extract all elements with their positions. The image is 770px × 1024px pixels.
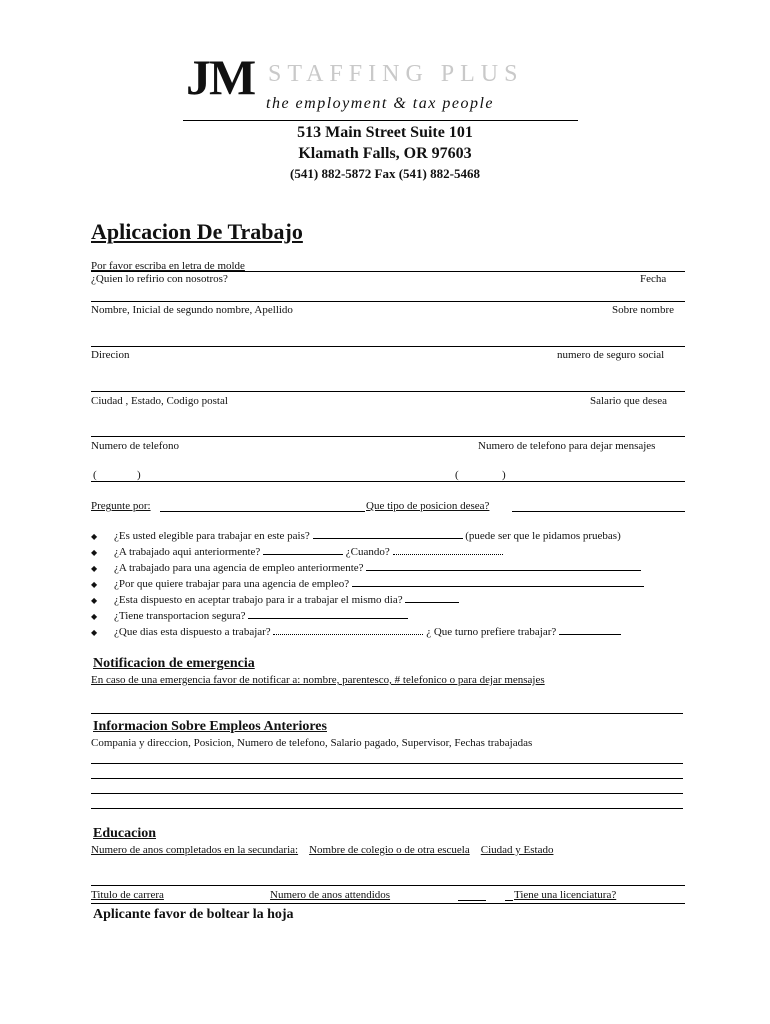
label-position-desired: Que tipo de posicion desea? (366, 500, 490, 512)
message-phone-area-open: ( (455, 469, 459, 481)
address-line-1: 513 Main Street Suite 101 (297, 124, 473, 141)
form-title: Aplicacion De Trabajo (91, 219, 303, 244)
label-name: Nombre, Inicial de segundo nombre, Apellido (91, 304, 293, 316)
label-ssn: numero de seguro social (557, 349, 665, 361)
question-transport (114, 609, 408, 622)
question-when-text: ¿Cuando? (345, 546, 390, 558)
header-rule (183, 120, 578, 121)
line-education-1[interactable] (91, 885, 685, 886)
print-note: Por favor escriba en letra de molde (91, 260, 245, 272)
line-phone[interactable] (91, 481, 685, 482)
question-days-text: ¿Que dias esta dispuesto a trabajar? (114, 626, 271, 638)
bullet-icon: ◆ (91, 580, 98, 589)
line-employment-1[interactable] (91, 763, 683, 764)
bullet-icon: ◆ (91, 548, 98, 557)
line-position[interactable] (512, 511, 685, 512)
line-ask-for[interactable] (160, 511, 365, 512)
question-transport-text: ¿Tiene transportacion segura? (114, 610, 246, 622)
label-has-license: Tiene una licenciatura? (514, 889, 617, 901)
answer-worked-here-line[interactable] (263, 545, 343, 555)
emergency-heading: Notificacion de emergencia (93, 656, 255, 671)
label-desired-salary: Salario que desea (590, 395, 667, 407)
line-employment-2[interactable] (91, 778, 683, 779)
question-eligible (114, 529, 621, 542)
line-years-attended[interactable] (458, 900, 486, 901)
line-city (91, 436, 685, 437)
label-school-name: Nombre de colegio o de otra escuela (309, 844, 470, 856)
label-city-state-zip: Ciudad , Estado, Codigo postal (91, 395, 228, 407)
line-name (91, 346, 685, 347)
label-message-phone: Numero de telefono para dejar mensajes (478, 440, 656, 452)
company-logo: JM (186, 49, 255, 105)
bullet-icon: ◆ (91, 532, 98, 541)
address-line-2: Klamath Falls, OR 97603 (298, 145, 472, 162)
company-logo-faded-text: STAFFING PLUS (268, 61, 524, 87)
line-emergency[interactable] (91, 713, 683, 714)
answer-why-agency-line[interactable] (352, 577, 644, 587)
question-eligible-note: (puede ser que le pidamos pruebas) (465, 530, 621, 542)
question-days (114, 625, 621, 638)
phone-area-open: ( (93, 469, 97, 481)
line-address (91, 391, 685, 392)
message-phone-area-close: ) (502, 469, 506, 481)
answer-days-line[interactable] (273, 625, 423, 635)
line-referred (91, 301, 685, 302)
answer-when-line[interactable] (393, 545, 503, 555)
phone-fax-line: (541) 882-5872 Fax (541) 882-5468 (290, 166, 480, 181)
question-same-day (114, 593, 459, 606)
label-address: Direcion (91, 349, 130, 361)
company-tagline: the employment & tax people (266, 95, 494, 112)
question-worked-here-text: ¿A trabajado aqui anteriormente? (114, 546, 261, 558)
turn-over-note: Aplicante favor de boltear la hoja (93, 907, 294, 922)
bullet-icon: ◆ (91, 628, 98, 637)
bullet-icon: ◆ (91, 612, 98, 621)
employment-heading: Informacion Sobre Empleos Anteriores (93, 719, 327, 734)
employment-subtitle: Compania y direccion, Posicion, Numero de telefono, Salario pagado, Supervisor, Fechas trabajadas (91, 737, 533, 749)
label-years-highschool: Numero de anos completados en la secundaria: (91, 844, 299, 856)
label-years-attended: Numero de anos attendidos (270, 889, 391, 901)
question-worked-here (114, 545, 503, 558)
bullet-icon: ◆ (91, 596, 98, 605)
question-shift-text: ¿ Que turno prefiere trabajar? (426, 626, 557, 638)
education-heading: Educacion (93, 826, 157, 841)
question-why-agency (114, 577, 644, 590)
question-same-day-text: ¿Esta dispuesto en aceptar trabajo para ir a trabajar el mismo dia? (114, 594, 403, 606)
answer-same-day-line[interactable] (405, 593, 459, 603)
line-license[interactable] (505, 900, 513, 901)
line-employment-3[interactable] (91, 793, 683, 794)
line-employment-4[interactable] (91, 808, 683, 809)
education-years-highschool (91, 844, 553, 856)
phone-area-close: ) (137, 469, 141, 481)
label-date: Fecha (640, 273, 667, 285)
label-nickname: Sobre nombre (612, 304, 675, 316)
label-degree-title: Titulo de carrera (91, 889, 164, 901)
label-referred-by: ¿Quien lo refirio con nosotros? (91, 273, 228, 285)
label-school-city-state: Ciudad y Estado (480, 844, 554, 856)
answer-eligible-line[interactable] (313, 529, 463, 539)
question-agency-before-text: ¿A trabajado para una agencia de empleo anteriormente? (114, 562, 364, 574)
label-phone: Numero de telefono (91, 440, 179, 452)
question-agency-before (114, 561, 641, 574)
answer-transport-line[interactable] (248, 609, 408, 619)
line-print-note (91, 271, 685, 272)
bullet-icon: ◆ (91, 564, 98, 573)
answer-shift-line[interactable] (559, 625, 621, 635)
emergency-subtitle: En caso de una emergencia favor de notificar a: nombre, parentesco, # telefonico o para dejar mensajes (91, 674, 545, 686)
label-ask-for: Pregunte por: (91, 500, 151, 512)
line-education-2[interactable] (91, 903, 685, 904)
answer-agency-before-line[interactable] (366, 561, 641, 571)
question-why-agency-text: ¿Por que quiere trabajar para una agencia de empleo? (114, 578, 350, 590)
question-eligible-text: ¿Es usted elegible para trabajar en este pais? (114, 530, 310, 542)
